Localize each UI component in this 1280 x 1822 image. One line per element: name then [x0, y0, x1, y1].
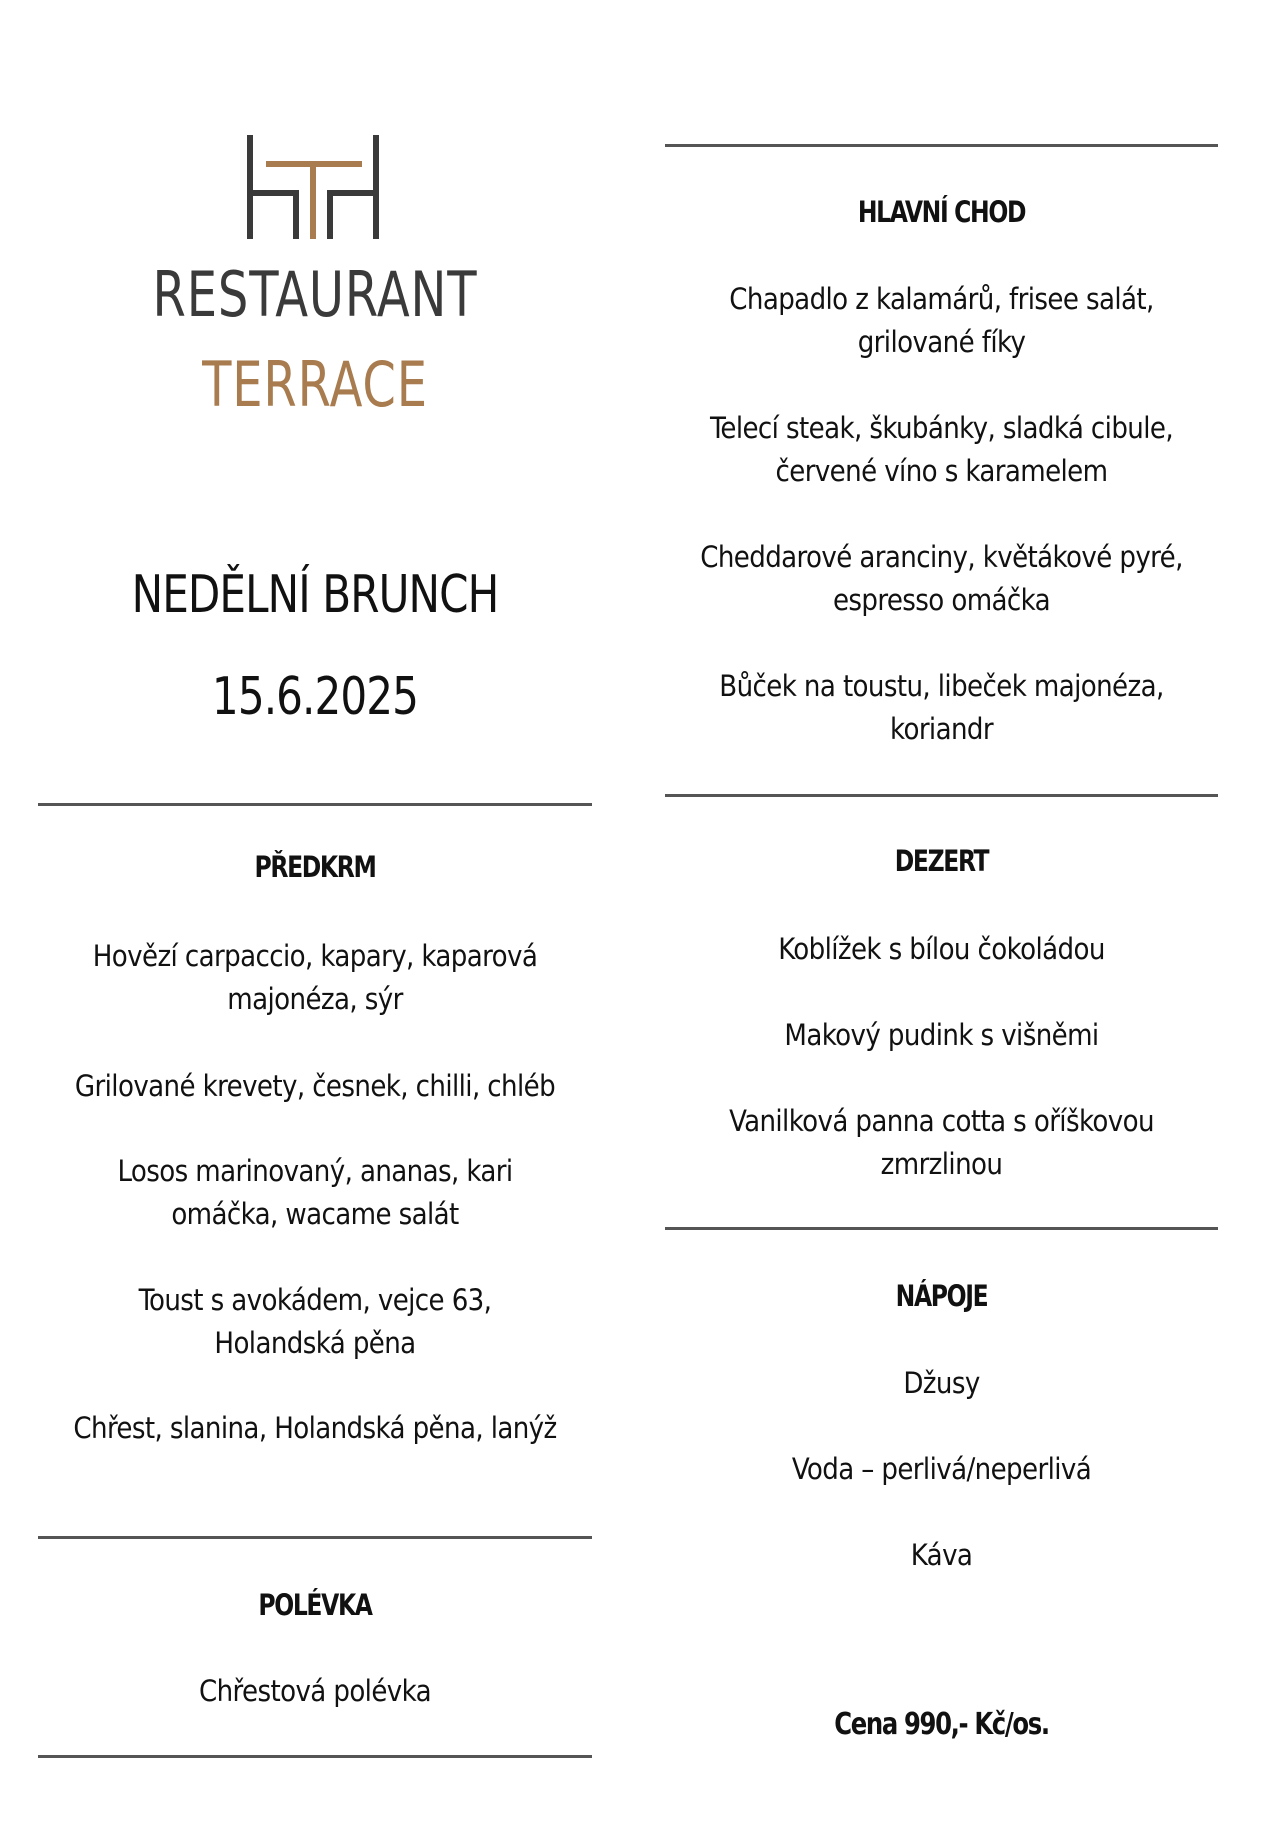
section-heading-polevka: POLÉVKA	[258, 1588, 372, 1622]
menu-item: Káva	[910, 1538, 973, 1572]
divider	[38, 803, 592, 806]
event-date: 15.6.2025	[211, 667, 419, 727]
menu-item: Makový pudink s višněmi	[784, 1018, 1099, 1052]
price: Cena 990,- Kč/os.	[834, 1707, 1049, 1742]
event-title: NEDĚLNÍ BRUNCH	[131, 565, 499, 625]
menu-item: Chřestová polévka	[198, 1674, 432, 1708]
hth-chair-table-icon	[243, 133, 383, 241]
divider	[665, 144, 1218, 147]
menu-item: Vanilková panna cotta s oříškovou zmrzlinou	[729, 1104, 1154, 1181]
brand-name-restaurant: RESTAURANT	[152, 258, 478, 331]
menu-item: Džusy	[903, 1366, 980, 1400]
divider	[665, 1227, 1218, 1230]
menu-item: Voda – perlivá/neperlivá	[791, 1452, 1092, 1486]
menu-item: Toust s avokádem, vejce 63, Holandská pěna	[138, 1283, 492, 1360]
divider	[38, 1536, 592, 1539]
menu-item: Losos marinovaný, ananas, kari omáčka, wacame salát	[117, 1154, 513, 1231]
menu-item: Grilované krevety, česnek, chilli, chléb	[74, 1069, 556, 1103]
menu-item: Telecí steak, škubánky, sladká cibule, červené víno s karamelem	[709, 411, 1174, 488]
section-heading-predkrm: PŘEDKRM	[254, 850, 376, 884]
menu-item: Chřest, slanina, Holandská pěna, lanýž	[73, 1411, 557, 1445]
menu-item: Bůček na toustu, libeček majonéza, koriandr	[719, 669, 1164, 746]
logo	[243, 133, 383, 241]
menu-item: Cheddarové aranciny, květákové pyré, espresso omáčka	[700, 540, 1183, 617]
brand-name-terrace: TERRACE	[202, 348, 428, 421]
section-heading-hlavni-chod: HLAVNÍ CHOD	[857, 195, 1026, 229]
divider	[38, 1755, 592, 1758]
divider	[665, 794, 1218, 797]
section-heading-napoje: NÁPOJE	[895, 1279, 988, 1313]
menu-item: Hovězí carpaccio, kapary, kaparová majonéza, sýr	[92, 939, 538, 1016]
menu-item: Koblížek s bílou čokoládou	[778, 932, 1105, 966]
section-heading-dezert: DEZERT	[894, 844, 989, 878]
menu-item: Chapadlo z kalamárů, frisee salát, grilované fíky	[729, 282, 1154, 359]
